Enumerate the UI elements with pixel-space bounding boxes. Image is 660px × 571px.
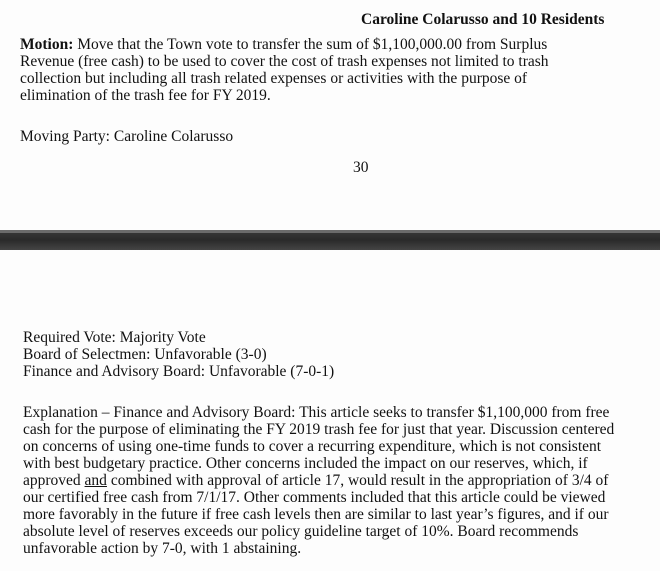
votes-block — [23, 329, 334, 380]
page-top — [0, 0, 660, 230]
explanation-line-2: cash for the purpose of eliminating the FY 2019 trash fee for just that year. Discussion centered — [23, 421, 615, 438]
page-number: 30 — [353, 159, 369, 176]
moving-party: Moving Party: Caroline Colarusso — [20, 128, 234, 145]
page-divider — [0, 230, 660, 250]
explanation-line-6: our certified free cash from 7/1/17. Other comments included that this article could be viewed — [23, 489, 606, 506]
required-vote: Required Vote: Majority Vote — [23, 329, 206, 346]
motion-line-2: Revenue (free cash) to be used to cover the cost of trash expenses not limited to trash — [20, 53, 549, 70]
motion-line-3: collection but including all trash related expenses or activities with the purpose of — [20, 70, 528, 87]
explanation-line-8: absolute level of reserves exceeds our policy guideline target of 10%. Board recommends — [23, 523, 579, 540]
explanation-line-5 — [23, 472, 653, 489]
motion-line-4: elimination of the trash fee for FY 2019. — [20, 87, 271, 104]
explanation-line-4: with best budgetary practice. Other concerns included the impact on our reserves, which, if — [23, 455, 588, 472]
explanation-line-9: unfavorable action by 7-0, with 1 abstaining. — [23, 540, 302, 557]
selectmen-vote: Board of Selectmen: Unfavorable (3-0) — [23, 346, 267, 363]
finance-vote: Finance and Advisory Board: Unfavorable (7-0-1) — [23, 363, 335, 380]
motion-line-1-text: Move that the Town vote to transfer the sum of $1,100,000.00 from Surplus — [73, 36, 548, 53]
explanation-line-5-pre: approved — [23, 472, 85, 489]
explanation-line-1: Explanation – Finance and Advisory Board: This article seeks to transfer $1,100,000 from free — [23, 404, 610, 421]
explanation-line-3: on concerns of using one-time funds to cover a recurring expenditure, which is not consistent — [23, 438, 602, 455]
underlined-and: and — [84, 472, 107, 489]
motion-label: Motion: — [20, 36, 74, 53]
explanation-line-7: more favorably in the future if free cash levels then are similar to last year’s figures, and if our — [23, 506, 609, 523]
explanation-block — [23, 404, 653, 557]
explanation-line-5-post: combined with approval of article 17, would result in the appropriation of 3/4 of — [106, 472, 609, 489]
sponsor-heading: Caroline Colarusso and 10 Residents — [361, 11, 605, 28]
motion-line-1 — [20, 36, 640, 53]
motion-block — [20, 36, 640, 104]
